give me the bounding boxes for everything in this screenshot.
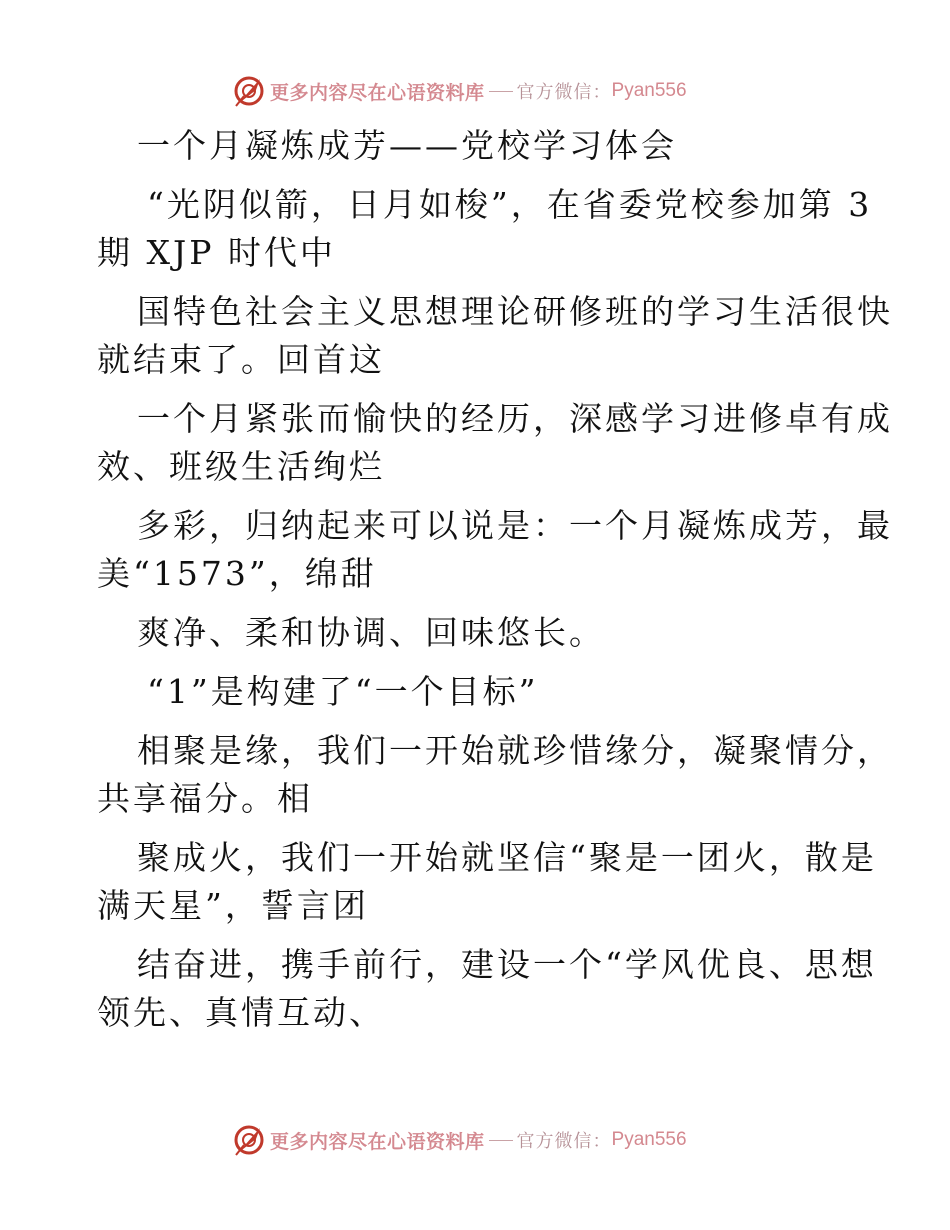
- section-heading: “1”是构建了“一个目标”: [147, 672, 539, 711]
- text-line: 相聚是缘，我们一开始就珍惜缘分，凝聚情分，: [137, 731, 893, 770]
- text-line: 领先、真情互动、: [97, 993, 385, 1032]
- watermark-text: 更多内容尽在心语资料库: [270, 1130, 485, 1153]
- watermark-text: 更多内容尽在心语资料库: [270, 81, 485, 104]
- document-body: [97, 122, 893, 1037]
- header-watermark: [232, 71, 687, 111]
- quill-logo-icon: [232, 1123, 266, 1157]
- watermark-official-label: 官方微信：: [516, 82, 612, 103]
- text-line: 多彩，归纳起来可以说是：一个月凝炼成芳，最: [137, 506, 893, 545]
- document-title: 一个月凝炼成芳——党校学习体会: [137, 126, 677, 165]
- watermark-divider: [489, 91, 513, 92]
- text-line: 聚成火，我们一开始就坚信“聚是一团火，散是: [137, 838, 877, 877]
- text-line: 美“1573”，绵甜: [97, 554, 377, 593]
- text-line: 共享福分。相: [97, 779, 313, 818]
- watermark-divider: [489, 1140, 513, 1141]
- watermark-wechat-id: Pyan556: [611, 1129, 687, 1150]
- quill-logo-icon: [232, 74, 266, 108]
- footer-watermark: [232, 1120, 687, 1160]
- text-line: 结奋进，携手前行，建设一个“学风优良、思想: [137, 945, 877, 984]
- text-line: 效、班级生活绚烂: [97, 447, 385, 486]
- text-line: 就结束了。回首这: [97, 340, 385, 379]
- text-line: 满天星”，誓言团: [97, 886, 369, 925]
- watermark-wechat-id: Pyan556: [611, 80, 687, 101]
- watermark-official-label: 官方微信：: [516, 1131, 612, 1152]
- text-line: 期 XJP 时代中: [97, 233, 336, 272]
- text-line: 爽净、柔和协调、回味悠长。: [137, 613, 605, 652]
- text-line: “光阴似箭，日月如梭”，在省委党校参加第 3: [147, 185, 873, 224]
- text-line: 国特色社会主义思想理论研修班的学习生活很快: [137, 292, 893, 331]
- text-line: 一个月紧张而愉快的经历，深感学习进修卓有成: [137, 399, 893, 438]
